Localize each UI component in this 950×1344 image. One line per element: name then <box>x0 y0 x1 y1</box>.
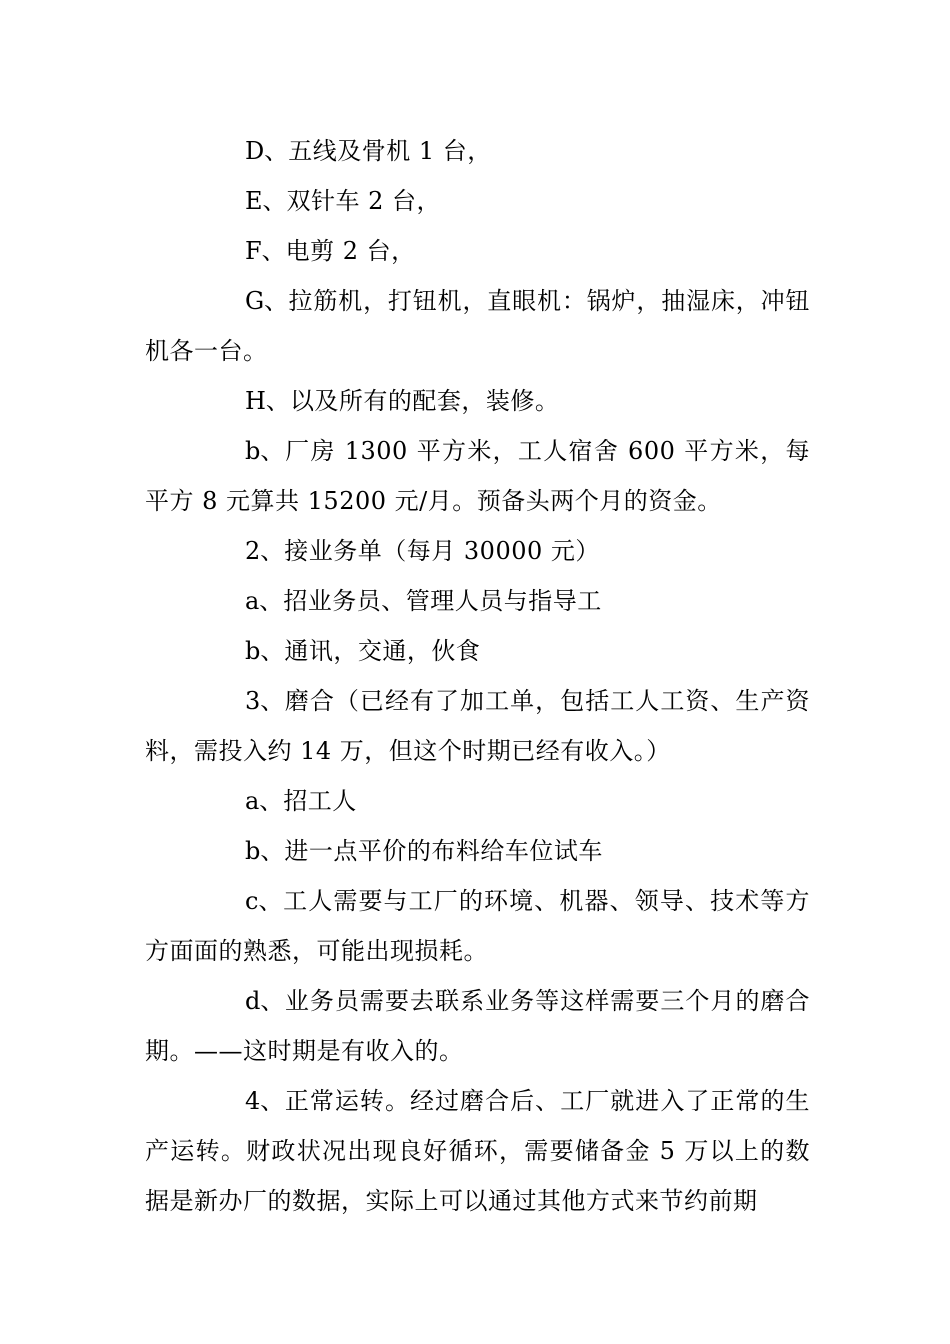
paragraph-item-b-factory <box>145 426 810 526</box>
item-marker: b、 <box>245 837 285 865</box>
item-text: 招业务员、管理人员与指导工 <box>283 587 602 615</box>
item-text: 五线及骨机 1 台， <box>288 137 492 165</box>
item-marker: 2、 <box>245 537 285 565</box>
paragraph-item-a-workers <box>145 776 810 826</box>
paragraph-item-b-comms <box>145 626 810 676</box>
paragraph-item-4 <box>145 1076 810 1226</box>
paragraph-item-d <box>145 126 810 176</box>
item-marker: D、 <box>245 137 289 165</box>
item-text: 工人需要与工厂的环境、机器、领导、技术等方方面面的熟悉，可能出现损耗。 <box>145 887 810 965</box>
document-body <box>145 126 810 1226</box>
item-marker: a、 <box>245 587 284 615</box>
item-text: 招工人 <box>283 787 357 815</box>
item-marker: d、 <box>245 987 285 1015</box>
item-text: 拉筋机，打钮机，直眼机：锅炉，抽湿床，冲钮机各一台。 <box>145 287 810 365</box>
paragraph-item-e <box>145 176 810 226</box>
paragraph-item-f <box>145 226 810 276</box>
item-marker: 4、 <box>245 1087 285 1115</box>
item-text: 厂房 1300 平方米，工人宿舍 600 平方米，每平方 8 元算共 15200 元/月。预备头两个月的资金。 <box>145 437 810 515</box>
item-text: 以及所有的配套，装修。 <box>289 387 560 415</box>
paragraph-item-d-sales <box>145 976 810 1076</box>
item-text: 通讯，交通，伙食 <box>284 637 481 665</box>
item-text: 双针车 2 台， <box>286 187 442 215</box>
item-marker: H、 <box>245 387 290 415</box>
paragraph-item-h <box>145 376 810 426</box>
item-marker: F、 <box>245 237 286 265</box>
item-text: 磨合（已经有了加工单，包括工人工资、生产资料，需投入约 14 万，但这个时期已经有收入。） <box>145 687 810 765</box>
item-marker: E、 <box>245 187 287 215</box>
item-text: 业务员需要去联系业务等这样需要三个月的磨合期。——这时期是有收入的。 <box>145 987 810 1065</box>
item-marker: b、 <box>245 437 285 465</box>
item-marker: b、 <box>245 637 285 665</box>
paragraph-item-2 <box>145 526 810 576</box>
item-text: 进一点平价的布料给车位试车 <box>284 837 603 865</box>
paragraph-item-b-fabric <box>145 826 810 876</box>
paragraph-item-a-staff <box>145 576 810 626</box>
item-marker: a、 <box>245 787 284 815</box>
item-marker: 3、 <box>245 687 285 715</box>
item-marker: G、 <box>245 287 289 315</box>
item-text: 接业务单（每月 30000 元） <box>284 537 600 565</box>
paragraph-item-c <box>145 876 810 976</box>
paragraph-item-g <box>145 276 810 376</box>
item-marker: c、 <box>245 887 283 915</box>
paragraph-item-3 <box>145 676 810 776</box>
item-text: 正常运转。经过磨合后、工厂就进入了正常的生产运转。财政状况出现良好循环，需要储备金 5 万以上的数据是新办厂的数据，实际上可以通过其他方式来节约前期 <box>145 1087 810 1215</box>
item-text: 电剪 2 台， <box>285 237 416 265</box>
